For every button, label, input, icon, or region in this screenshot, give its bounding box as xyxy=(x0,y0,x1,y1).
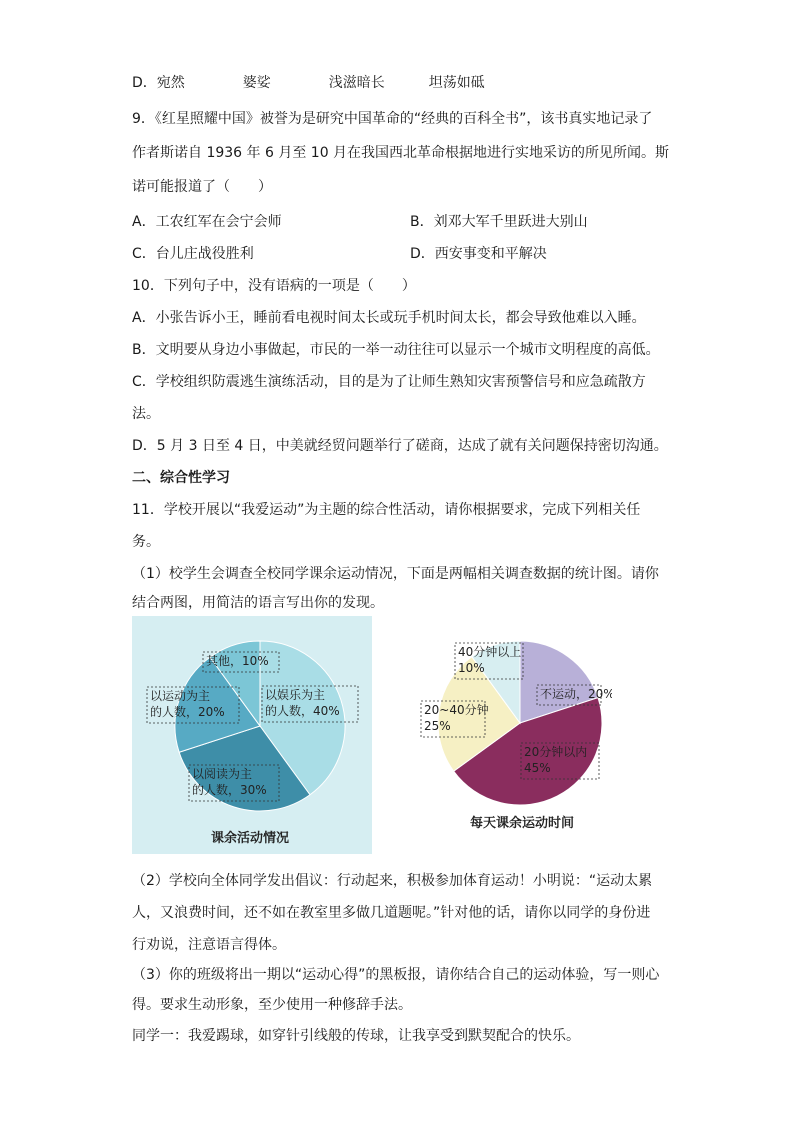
q10-stem: 10．下列句子中，没有语病的一项是（ ） xyxy=(132,278,416,294)
svg-text:20分钟以内: 20分钟以内 xyxy=(524,745,588,759)
q10-option-b: B．文明要从身边小事做起，市民的一举一动往往可以显示一个城市文明程度的高低。 xyxy=(132,342,660,358)
q11-line-1: 11．学校开展以“我爱运动”为主题的综合性活动，请你根据要求，完成下列相关任 xyxy=(132,502,641,518)
chart-activity-svg xyxy=(132,616,372,854)
q10-option-a: A．小张告诉小王，睡前看电视时间太长或玩手机时间太长，都会导致他难以入睡。 xyxy=(132,310,646,326)
chart-exercise-title: 每天课余运动时间 xyxy=(469,816,575,831)
q9-option-d: D．西安事变和平解决 xyxy=(410,246,547,262)
q11-line-2: 务。 xyxy=(132,534,160,550)
q11-part2-line-1: （2）学校向全体同学发出倡议：行动起来，积极参加体育运动！小明说：“运动太累 xyxy=(132,873,653,889)
option-d-word-2: 婆娑 xyxy=(242,75,271,91)
svg-text:20~40分钟: 20~40分钟 xyxy=(424,703,489,717)
q9-option-b: B．刘邓大军千里跃进大别山 xyxy=(410,214,588,230)
chart-activity xyxy=(132,616,372,854)
svg-text:以阅读为主: 以阅读为主 xyxy=(192,767,253,781)
svg-text:45%: 45% xyxy=(524,761,551,775)
svg-text:不运动，20%: 不运动，20% xyxy=(540,687,612,701)
svg-text:的人数，30%: 的人数，30% xyxy=(192,783,267,797)
svg-text:10%: 10% xyxy=(458,661,485,675)
svg-text:25%: 25% xyxy=(424,719,451,733)
q9-line-1: 9．《红星照耀中国》被誉为是研究中国革命的“经典的百科全书”，该书真实地记录了 xyxy=(132,111,653,127)
svg-text:其他，10%: 其他，10% xyxy=(206,654,269,668)
q10-option-c-1: C．学校组织防震逃生演练活动，目的是为了让师生熟知灾害预警信号和应急疏散方 xyxy=(132,374,646,390)
q11-part2-line-2: 人，又浪费时间，还不如在教室里多做几道题呢。”针对他的话，请你以同学的身份进 xyxy=(132,905,651,921)
q11-example: 同学一：我爱踢球，如穿针引线般的传球，让我享受到默契配合的快乐。 xyxy=(132,1028,580,1044)
chart-exercise-svg xyxy=(412,630,612,835)
option-d-line xyxy=(132,74,485,92)
q9-option-a: A．工农红军在会宁会师 xyxy=(132,214,282,230)
option-d-word-1: 宛然 xyxy=(156,75,185,91)
chart-exercise-time xyxy=(412,630,612,835)
chart-activity-title: 课余活动情况 xyxy=(210,831,290,846)
section-heading: 二、综合性学习 xyxy=(132,470,230,486)
q9-option-c: C．台儿庄战役胜利 xyxy=(132,246,254,262)
q11-part3-line-1: （3）你的班级将出一期以“运动心得”的黑板报，请你结合自己的运动体验，写一则心 xyxy=(132,967,660,983)
q11-part3-line-2: 得。要求生动形象，至少使用一种修辞手法。 xyxy=(132,997,412,1013)
option-d-label: D． xyxy=(132,75,157,91)
option-d-word-3: 浅滋暗长 xyxy=(328,75,385,91)
q11-part1-line-2: 结合两图，用简洁的语言写出你的发现。 xyxy=(132,595,384,611)
svg-text:的人数，40%: 的人数，40% xyxy=(265,704,340,718)
svg-text:以娱乐为主: 以娱乐为主 xyxy=(265,688,326,702)
svg-text:以运动为主: 以运动为主 xyxy=(150,689,211,703)
option-d-word-4: 坦荡如砥 xyxy=(428,75,485,91)
q11-part1-line-1: （1）校学生会调查全校同学课余运动情况，下面是两幅相关调查数据的统计图。请你 xyxy=(132,566,659,582)
q9-line-2: 作者斯诺自 1936 年 6 月至 10 月在我国西北革命根据地进行实地采访的所见所闻。斯 xyxy=(132,145,670,161)
svg-text:40分钟以上: 40分钟以上 xyxy=(458,645,522,659)
q10-option-d: D．5 月 3 日至 4 日，中美就经贸问题举行了磋商，达成了就有关问题保持密切沟通。 xyxy=(132,438,668,454)
svg-text:的人数，20%: 的人数，20% xyxy=(150,705,225,719)
q11-part2-line-3: 行劝说，注意语言得体。 xyxy=(132,937,286,953)
q10-option-c-2: 法。 xyxy=(132,406,160,422)
q9-line-3: 诺可能报道了（ ） xyxy=(132,179,272,195)
